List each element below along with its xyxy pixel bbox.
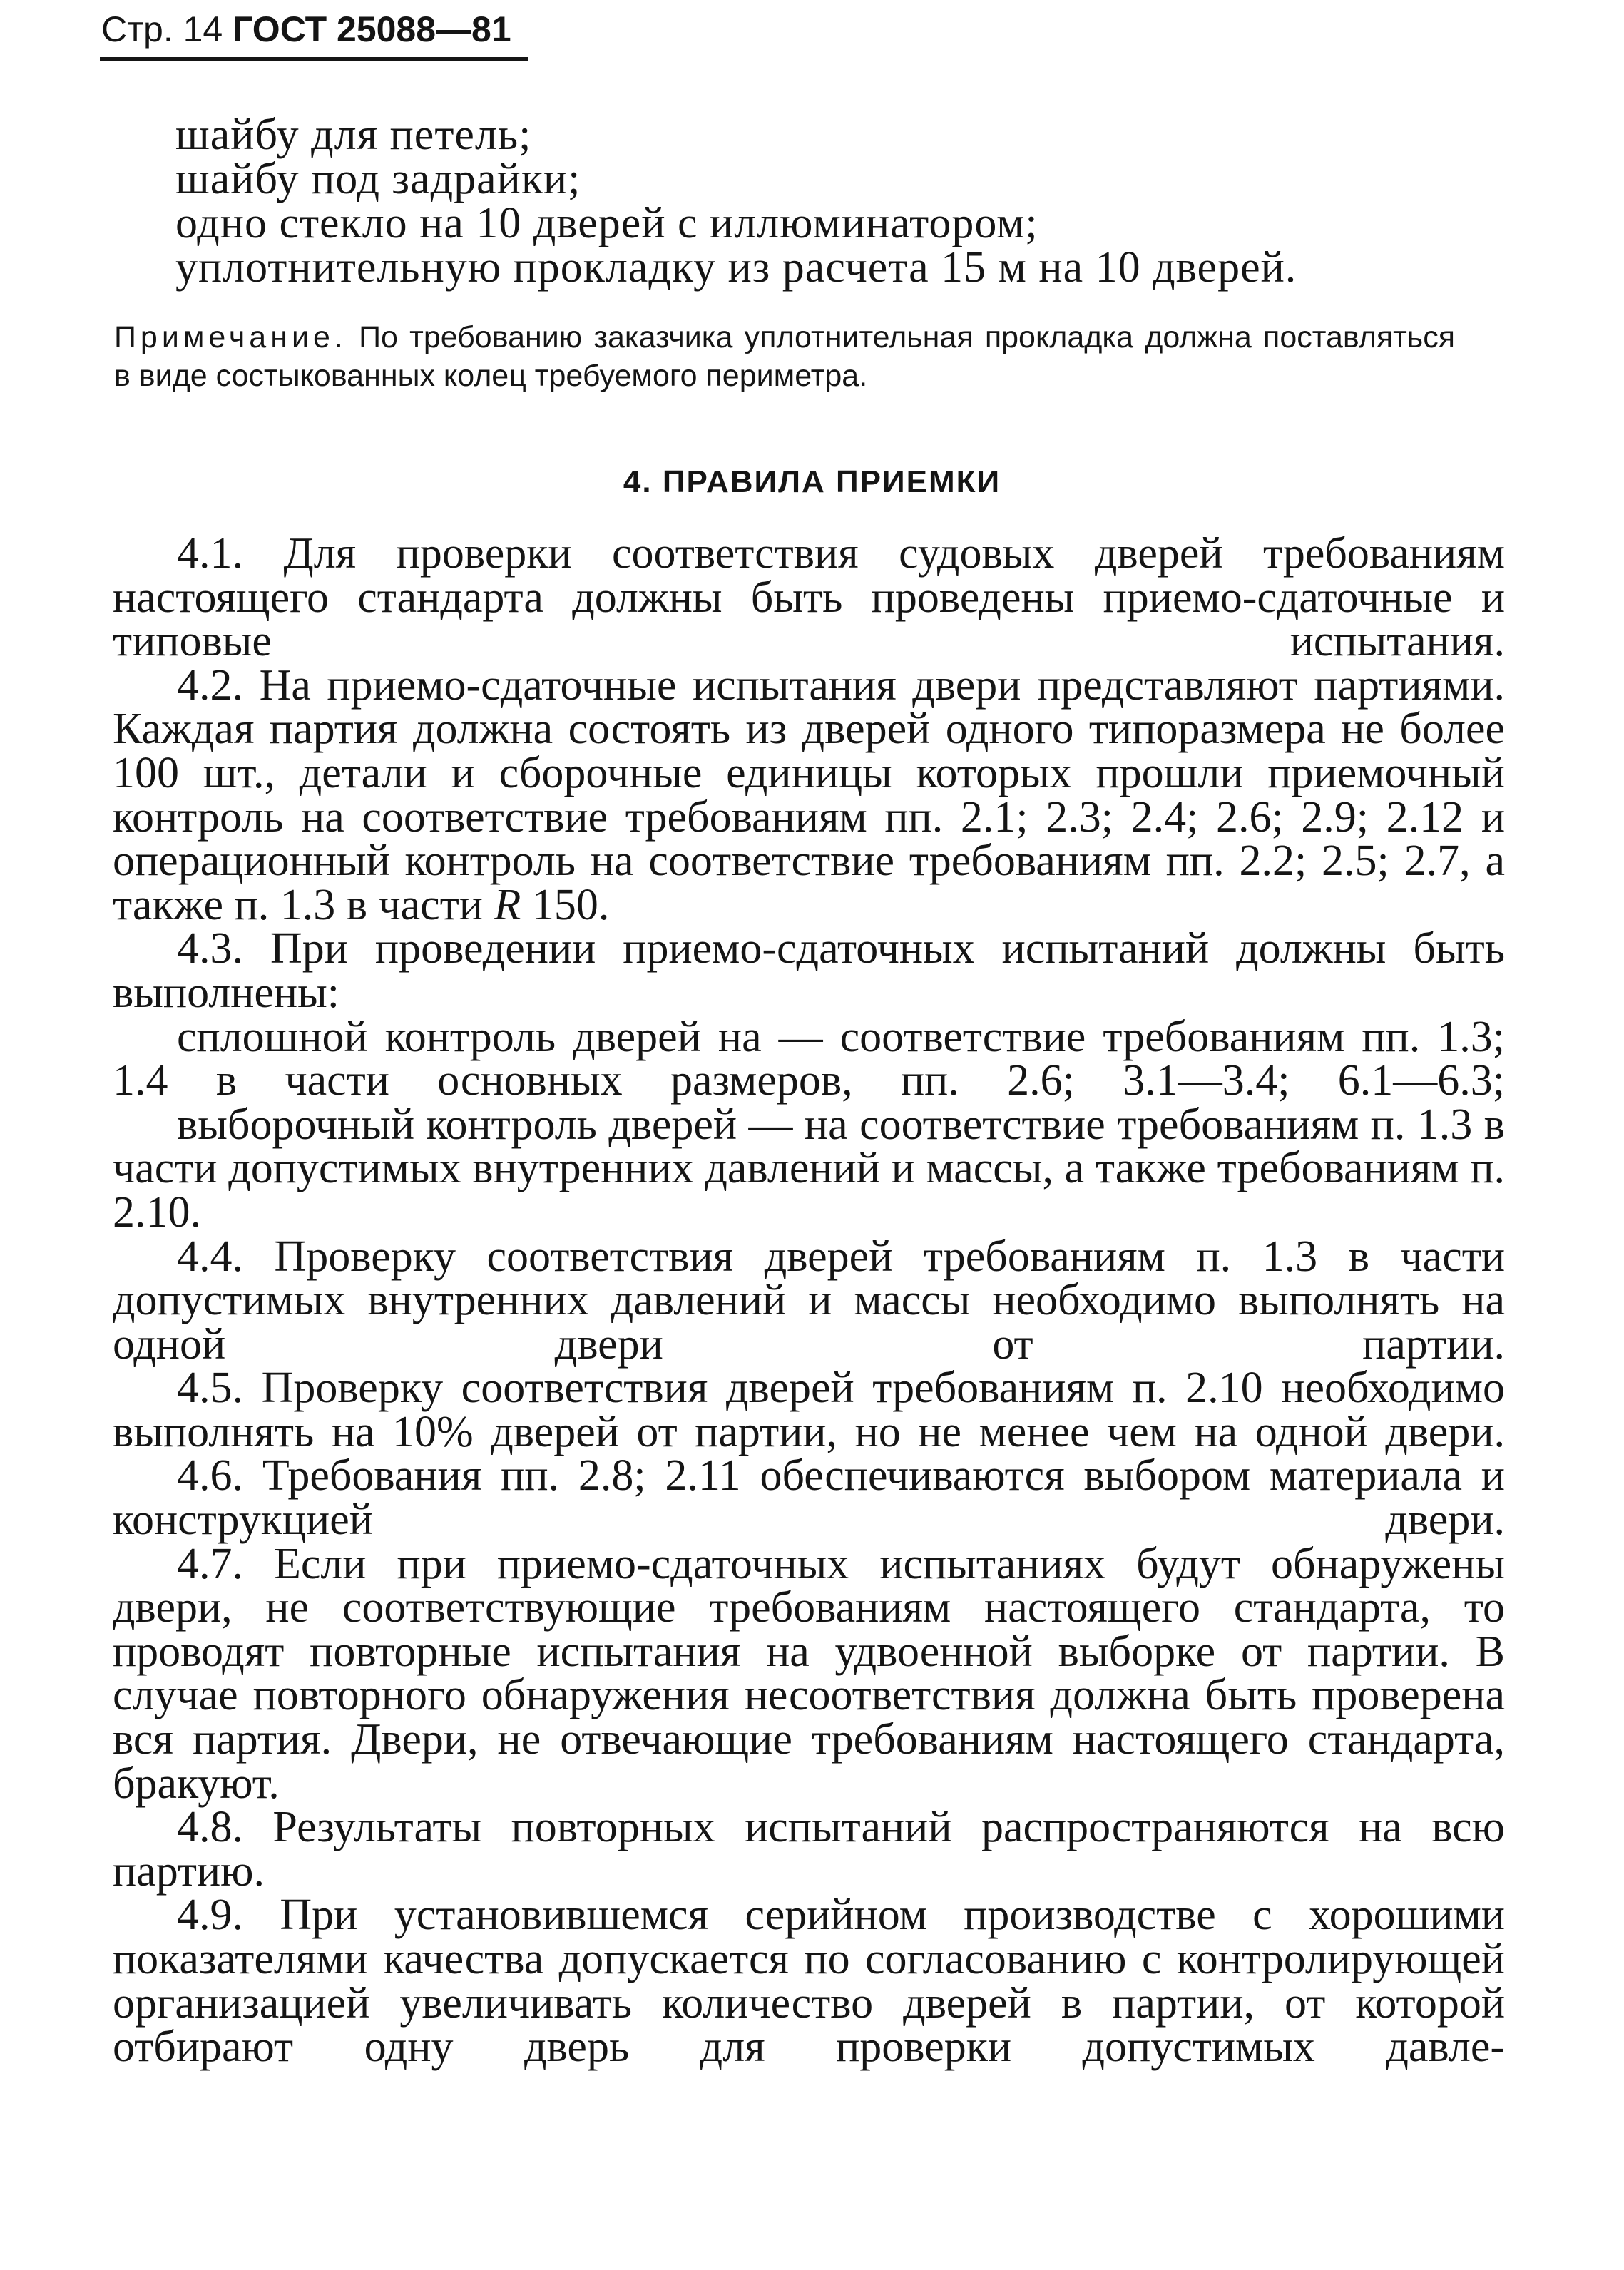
page-header <box>101 6 511 53</box>
roughness-value: 150. <box>531 880 610 929</box>
paragraph-4-6: 4.6. Требования пп. 2.8; 2.11 обеспечиваются выбором материала и конструкцией двери. <box>113 1451 1505 1545</box>
section-body <box>113 529 1505 2072</box>
list-item: шайбу под задрайки; <box>175 155 581 203</box>
paragraph-4-8: 4.8. Результаты повторных испытаний распространяются на всю партию. <box>113 1803 1505 1896</box>
standard-code: ГОСТ 25088—81 <box>233 9 511 49</box>
note-text: По требованию заказчика уплотнительная прокладка должна поставляться в виде состыкованных колец требуемого периметра. <box>114 320 1455 393</box>
paragraph-4-2 <box>113 660 1505 929</box>
note-label: Примечание. <box>114 320 347 354</box>
paragraph-4-3-a: сплошной контроль дверей на — соответствие требованиям пп. 1.3; 1.4 в части основных размеров, пп. 2.6; 3.1—3.4; 6.1—6.3; <box>113 1012 1505 1105</box>
page-number: Стр. 14 <box>101 9 223 49</box>
section-title: 4. ПРАВИЛА ПРИЕМКИ <box>623 464 1001 499</box>
paragraph-4-3: 4.3. При проведении приемо-сдаточных испытаний должны быть выполнены: <box>113 924 1505 1017</box>
paragraph-4-3-b: выборочный контроль дверей — на соответствие требованиям п. 1.3 в части допустимых внутренних давлений и массы, а также требованиям п. 2.10. <box>113 1100 1505 1237</box>
paragraph-4-7: 4.7. Если при приемо-сдаточных испытаниях будут обнаружены двери, не соответствующие требованиям настоящего стандарта, то проводят повторные испытания на удвоенной выборке от партии. В случае повторного обнаружения несоответствия должна быть проверена вся партия. Двери, не отвечающие требованиям настоящего стандарта, бракуют. <box>113 1539 1505 1808</box>
paragraph-4-5: 4.5. Проверку соответствия дверей требованиям п. 2.10 необходимо выполнять на 10% дверей от партии, но не менее чем на одной двери. <box>113 1364 1505 1456</box>
list-item: одно стекло на 10 дверей с иллюминатором; <box>175 199 1038 247</box>
paragraph-4-2-text: 4.2. На приемо-сдаточные испытания двери представляют партиями. Каждая партия должна состоять из дверей одного типоразмера не более 100 шт., детали и сборочные единицы которых прошли приемочный контроль на соответствие требованиям пп. 2.1; 2.3; 2.4; 2.6; 2.9; 2.12 и операционный контроль на соответствие требованиям пп. 2.2; 2.5; 2.7, а также п. 1.3 в части <box>113 660 1505 929</box>
list-item: уплотнительную прокладку из расчета 15 м на 10 дверей. <box>175 243 1297 292</box>
note-block <box>114 318 1455 395</box>
list-item: шайбу для петель; <box>175 111 532 159</box>
header-divider <box>100 57 528 61</box>
roughness-symbol: R <box>494 880 521 929</box>
paragraph-4-1: 4.1. Для проверки соответствия судовых дверей требованиям настоящего стандарта должны быть проведены приемо-сдаточные и типовые испытания. <box>113 529 1505 666</box>
supply-list <box>175 113 1531 290</box>
paragraph-4-9: 4.9. При установившемся серийном производстве с хорошими показателями качества допускается по согласованию с контролирующей организацией увеличивать количество дверей в партии, от которой отбирают одну дверь для проверки допустимых давле- <box>113 1891 1505 2072</box>
paragraph-4-4: 4.4. Проверку соответствия дверей требованиям п. 1.3 в части допустимых внутренних давлений и массы необходимо выполнять на одной двери от партии. <box>113 1232 1505 1369</box>
